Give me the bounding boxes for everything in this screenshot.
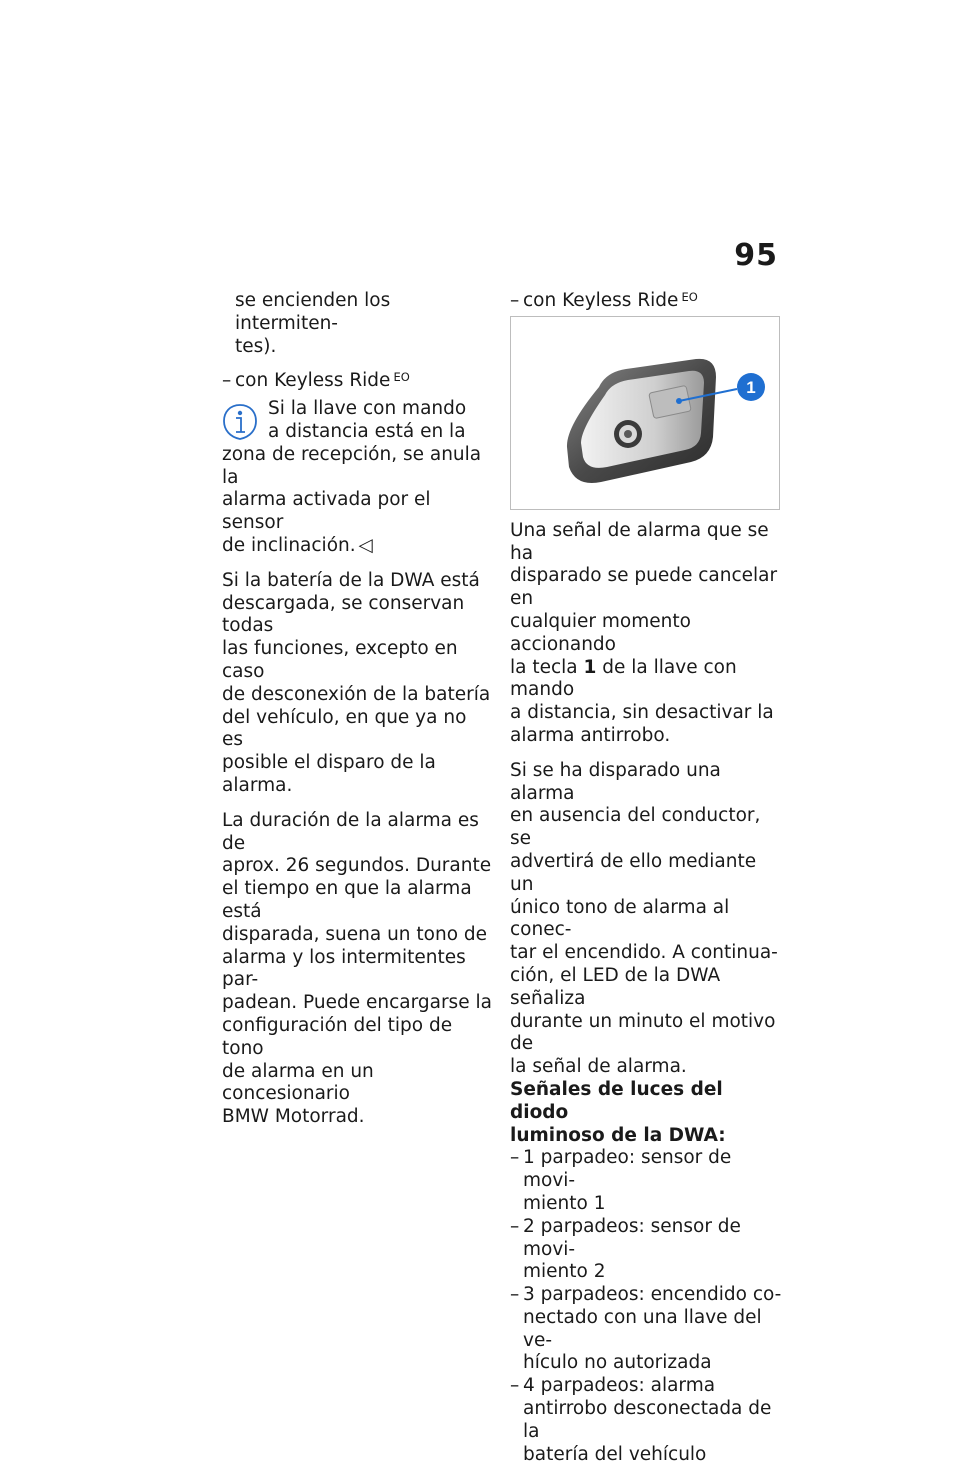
paragraph-cancel: Una señal de alarma que se ha disparado se puede cancelar en cualquier momento accionando la tecla 1 de la llave con mando a distancia, sin desactivar la alarma antirrobo. [510, 520, 782, 748]
list-item: – 4 parpadeos: alarma antirrobo desconectada de la batería del vehículo [510, 1375, 772, 1465]
text-line: de inclinación. ◁ [222, 534, 373, 556]
right-column [510, 290, 782, 1466]
text-line: tes). [235, 335, 277, 357]
key-remote-illustration [511, 317, 779, 509]
text-line: Si la llave con mando [268, 398, 467, 420]
dash-mark: – [222, 370, 232, 392]
option-label-text: con Keyless Ride [235, 370, 391, 392]
led-signal-list [510, 1147, 782, 1466]
text-line: alarma activada por el sensor [222, 489, 431, 534]
page-number: 95 [734, 238, 778, 273]
option-label [222, 370, 492, 393]
option-label-text: con Keyless Ride [523, 290, 679, 311]
option-code: EO [681, 290, 698, 304]
text-line-key: la tecla 1 de la llave con mando [510, 656, 737, 701]
key-remote-figure [510, 316, 780, 510]
list-item: – 3 parpadeos: encendido co- nectado con una llave del ve- hículo no autorizada [510, 1284, 782, 1374]
key-reference: 1 [583, 656, 597, 678]
option-label [510, 290, 782, 313]
left-column [222, 290, 492, 1129]
paragraph-battery: Si la batería de la DWA está descargada, se conservan todas las funciones, excepto en caso de desconexión de la batería del vehículo, en que ya no es posible el disparo de la alarma. [222, 569, 491, 796]
list-item: – 2 parpadeos: sensor de movi- miento 2 [510, 1215, 741, 1283]
paragraph-absence: Si se ha disparado una alarma en ausencia del conductor, se advertirá de ello mediante un único tono de alarma al conec- tar el encendido. A continua- ción, el LED de la DWA señaliza durante un minuto el motivo de la señal de alarma. [510, 759, 778, 1078]
text-line: se encienden los intermiten- [235, 290, 391, 334]
callout-number: 1 [746, 377, 756, 397]
section-heading: Señales de luces del diodo luminoso de la DWA: [510, 1078, 726, 1146]
dash-mark: – [510, 290, 520, 311]
option-code: EO [393, 370, 410, 385]
continued-paragraph [222, 290, 492, 358]
end-of-note-icon: ◁ [358, 534, 373, 556]
list-item: – 1 parpadeo: sensor de movi- miento 1 [510, 1147, 732, 1214]
paragraph-duration: La duración de la alarma es de aprox. 26 segundos. Durante el tiempo en que la alarma está disparada, suena un tono de alarma y los intermitentes par- padean. Puede encargarse la configuración del tipo de tono de alarma en un concesionario BMW Motorrad. [222, 809, 492, 1128]
text-line: zona de recepción, se anula la [222, 443, 482, 488]
text-line: a distancia está en la [268, 420, 466, 442]
info-note [222, 398, 492, 558]
info-icon [222, 402, 258, 442]
